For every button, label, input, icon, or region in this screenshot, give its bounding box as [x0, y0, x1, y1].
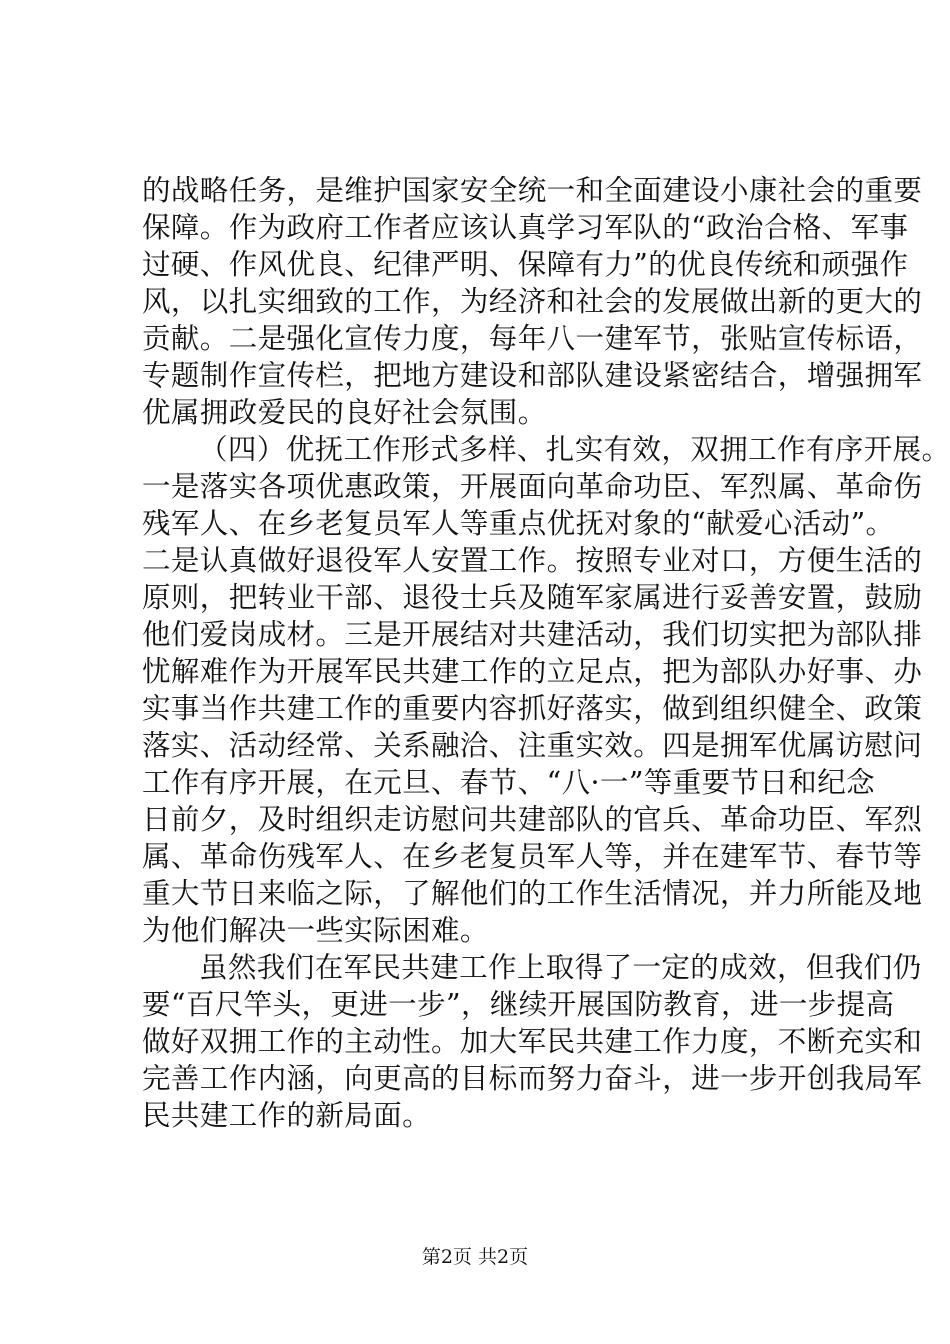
- text-line: 一是落实各项优惠政策，开展面向革命功臣、军烈属、革命伤: [142, 470, 923, 503]
- text-line: 做好双拥工作的主动性。加大军民共建工作力度，不断充实和: [142, 1025, 923, 1058]
- text-line: 完善工作内涵，向更高的目标而努力奋斗，进一步开创我局军: [142, 1062, 923, 1095]
- text-line: 为他们解决一些实际困难。: [142, 914, 489, 947]
- text-line: 落实、活动经常、关系融洽、注重实效。四是拥军优属访慰问: [142, 729, 923, 762]
- text-line: 要“百尺竿头，更进一步”，继续开展国防教育，进一步提高: [142, 988, 895, 1021]
- text-line: 贡献。二是强化宣传力度，每年八一建军节，张贴宣传标语，: [142, 322, 923, 355]
- text-line: 实事当作共建工作的重要内容抓好落实，做到组织健全、政策: [142, 692, 923, 725]
- text-line: 二是认真做好退役军人安置工作。按照专业对口，方便生活的: [142, 544, 923, 577]
- text-line: 他们爱岗成材。三是开展结对共建活动，我们切实把为部队排: [142, 618, 923, 651]
- text-line: 忧解难作为开展军民共建工作的立足点，把为部队办好事、办: [142, 655, 923, 688]
- text-line: 专题制作宣传栏，把地方建设和部队建设紧密结合，增强拥军: [142, 359, 923, 392]
- text-line: 工作有序开展，在元旦、春节、“八·一”等重要节日和纪念: [142, 766, 876, 799]
- text-line: 虽然我们在军民共建工作上取得了一定的成效，但我们仍: [199, 951, 922, 984]
- text-line: 民共建工作的新局面。: [142, 1099, 432, 1132]
- text-line: 过硬、作风优良、纪律严明、保障有力”的优良传统和顽强作: [142, 248, 909, 281]
- text-line: 的战略任务，是维护国家安全统一和全面建设小康社会的重要: [142, 174, 923, 207]
- document-body: [142, 172, 950, 1134]
- text-line: 日前夕，及时组织走访慰问共建部队的官兵、革命功臣、军烈: [142, 803, 923, 836]
- text-line: 属、革命伤残军人、在乡老复员军人等，并在建军节、春节等: [142, 840, 923, 873]
- text-line: 风，以扎实细致的工作，为经济和社会的发展做出新的更大的: [142, 285, 923, 318]
- text-line: 重大节日来临之际，了解他们的工作生活情况，并力所能及地: [142, 877, 923, 910]
- page-footer: 第2页 共2页: [421, 1246, 529, 1268]
- text-line: 原则，把转业干部、退役士兵及随军家属进行妥善安置，鼓励: [142, 581, 923, 614]
- text-line: 保障。作为政府工作者应该认真学习军队的“政治合格、军事: [142, 211, 909, 244]
- text-line: 残军人、在乡老复员军人等重点优抚对象的“献爱心活动”。: [142, 507, 895, 540]
- text-line: （四）优抚工作形式多样、扎实有效，双拥工作有序开展。: [199, 433, 950, 466]
- text-line: 优属拥政爱民的良好社会氛围。: [142, 396, 547, 429]
